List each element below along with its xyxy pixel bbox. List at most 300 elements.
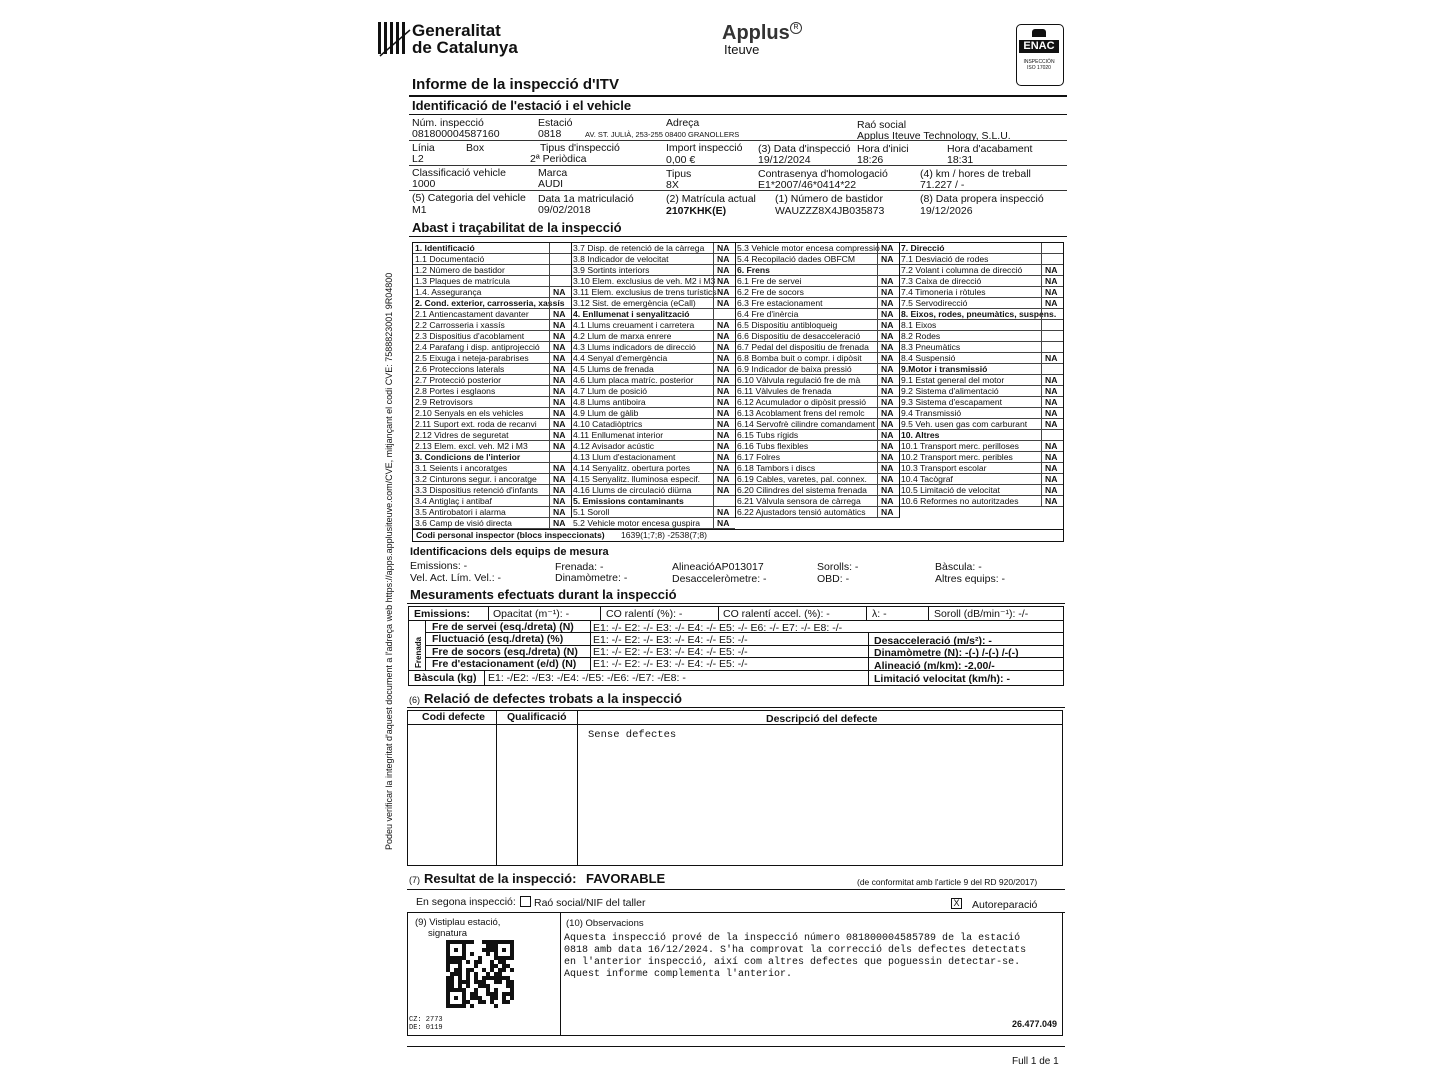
abast-item-label: 1.4. Assegurança xyxy=(415,287,482,297)
abast-item-status: NA xyxy=(1045,265,1058,275)
ident-section-title: Identificació de l'estació i el vehicle xyxy=(412,98,632,113)
abast-na-sep xyxy=(1041,430,1042,441)
abast-item xyxy=(735,507,899,518)
reference-number: 26.477.049 xyxy=(1012,1019,1058,1029)
abast-item xyxy=(899,408,1063,419)
equip-emissions: Emissions: - xyxy=(410,560,468,572)
abast-item-label: 4.16 Llums de circulació diürna xyxy=(573,485,692,495)
abast-item-status: NA xyxy=(881,452,894,462)
abast-na-sep xyxy=(877,485,878,496)
crown-icon xyxy=(1032,29,1046,37)
abast-item xyxy=(735,441,899,452)
abast-na-sep xyxy=(713,386,714,397)
rao-social-value: Applus Iteuve Technology, S.L.U. xyxy=(857,130,1011,142)
abast-item-label: 2.9 Retrovisors xyxy=(415,397,473,407)
abast-item-label: 4.6 Llum placa matríc. posterior xyxy=(573,375,694,385)
abast-na-sep xyxy=(877,507,878,518)
abast-item xyxy=(735,419,899,430)
abast-na-sep xyxy=(713,364,714,375)
abast-rule xyxy=(409,236,1067,237)
abast-na-sep xyxy=(549,265,550,276)
abast-item-label: 4.1 Llums creuament i carretera xyxy=(573,320,695,330)
km-label: (4) km / hores de treball xyxy=(920,168,1031,180)
marca-value: AUDI xyxy=(538,178,564,190)
abast-item-status: NA xyxy=(553,375,566,385)
abast-item xyxy=(413,408,571,419)
enac-note: INSPECCIÓN ISO 17020 xyxy=(1023,59,1055,71)
abast-na-sep xyxy=(549,320,550,331)
abast-na-sep xyxy=(1041,474,1042,485)
abast-na-sep xyxy=(1041,265,1042,276)
abast-item xyxy=(413,397,571,408)
abast-item-label: 10.1 Transport merc. perilloses xyxy=(901,441,1019,451)
title-rule xyxy=(409,95,1067,97)
abast-item-status: NA xyxy=(881,320,894,330)
abast-item xyxy=(899,463,1063,474)
abast-item-status: NA xyxy=(553,408,566,418)
data-inspeccio-label: (3) Data d'inspecció xyxy=(758,143,851,155)
categoria-value: M1 xyxy=(412,204,427,216)
abast-item xyxy=(413,298,571,309)
abast-item-label: 6.20 Cilindres del sistema frenada xyxy=(737,485,867,495)
abast-na-sep xyxy=(713,243,714,254)
abast-item xyxy=(899,441,1063,452)
abast-item-status: NA xyxy=(553,518,566,528)
abast-item-label: 10.5 Limitació de velocitat xyxy=(901,485,1000,495)
abast-item-label: 10.6 Reformes no autoritzades xyxy=(901,496,1019,506)
abast-na-sep xyxy=(1041,452,1042,463)
abast-item-label: 6.14 Servofrè cilindre comandament xyxy=(737,419,876,429)
abast-item-label: 6.1 Fre de servei xyxy=(737,276,802,286)
abast-item-status: NA xyxy=(717,320,730,330)
import-label: Import inspecció xyxy=(666,142,743,154)
generalitat-logo xyxy=(376,20,412,56)
abast-na-sep xyxy=(549,276,550,287)
mes-soroll: Soroll (dB/min⁻¹): -/- xyxy=(934,608,1029,620)
mesuraments-section-title: Mesuraments efectuats durant la inspecció xyxy=(410,587,677,602)
abast-item-label: 6.22 Ajustadors tensió automàtics xyxy=(737,507,866,517)
abast-na-sep xyxy=(1041,276,1042,287)
abast-item-status: NA xyxy=(717,452,730,462)
verification-note: Podeu verificar la integritat d'aquest document a l'adreça web https://apps.applusiteuve.com/CVE, mitjançant el codi CVE: 7588823001 9R04800 xyxy=(384,272,394,850)
abast-item-label: 9.Motor i transmissió xyxy=(901,364,988,374)
mes-sep xyxy=(866,606,867,620)
abast-na-sep xyxy=(877,243,878,254)
abast-item xyxy=(571,397,735,408)
abast-item-status: NA xyxy=(881,364,894,374)
abast-na-sep xyxy=(713,430,714,441)
contrasenya-value: E1*2007/46*0414*22 xyxy=(758,179,857,191)
observacions-line4: Aquest informe complementa l'anterior. xyxy=(564,969,793,980)
abast-na-sep xyxy=(549,364,550,375)
abast-na-sep xyxy=(713,320,714,331)
abast-item xyxy=(413,276,571,287)
abast-na-sep xyxy=(1041,342,1042,353)
mes-sep xyxy=(928,606,929,620)
abast-item xyxy=(571,309,735,320)
abast-item xyxy=(735,298,899,309)
matricula-value: 2107KHK(E) xyxy=(666,205,727,217)
abast-item-label: 3.11 Elem. exclusius de trens turístics xyxy=(573,287,717,297)
abast-item-label: 4.2 Llum de marxa enrere xyxy=(573,331,672,341)
abast-item xyxy=(571,364,735,375)
mes-sep xyxy=(484,670,485,686)
abast-na-sep xyxy=(877,265,878,276)
abast-item xyxy=(571,463,735,474)
abast-item-label: 7.1 Desviació de rodes xyxy=(901,254,989,264)
abast-item xyxy=(735,265,899,276)
abast-item-status: NA xyxy=(881,474,894,484)
abast-item-status: NA xyxy=(881,441,894,451)
abast-na-sep xyxy=(1041,298,1042,309)
abast-item xyxy=(735,342,899,353)
resultat-rule xyxy=(407,889,1065,890)
autoreparacio-checkbox[interactable]: X xyxy=(951,898,962,909)
abast-item xyxy=(571,496,735,507)
abast-na-sep xyxy=(877,397,878,408)
abast-na-sep xyxy=(549,375,550,386)
abast-item-label: 4.13 Llum d'estacionament xyxy=(573,452,676,462)
abast-item-label: 8.1 Eixos xyxy=(901,320,937,330)
abast-item xyxy=(571,243,735,254)
abast-item-status: NA xyxy=(553,507,566,517)
abast-item-label: 3.1 Seients i ancoratges xyxy=(415,463,508,473)
abast-item-status: NA xyxy=(881,496,894,506)
col-sep xyxy=(571,243,572,518)
abast-item xyxy=(899,276,1063,287)
abast-na-sep xyxy=(549,452,550,463)
mes-co-ralenti: CO ralentí (%): - xyxy=(606,608,683,620)
abast-item-label: 2.8 Portes i esglaons xyxy=(415,386,496,396)
abast-item-label: 6.9 Indicador de baixa pressió xyxy=(737,364,852,374)
abast-item xyxy=(413,375,571,386)
resultat-note: (de conformitat amb l'article 9 del RD 920/2017) xyxy=(857,877,1038,887)
abast-na-sep xyxy=(549,419,550,430)
abast-item-status: NA xyxy=(553,320,566,330)
abast-item-status: NA xyxy=(717,353,730,363)
abast-item-status: NA xyxy=(717,287,730,297)
abast-item-status: NA xyxy=(1045,276,1058,286)
abast-item-label: 2.3 Dispositius d'acoblament xyxy=(415,331,525,341)
abast-item-status: NA xyxy=(553,496,566,506)
abast-na-sep xyxy=(713,375,714,386)
abast-item xyxy=(899,485,1063,496)
abast-item-label: 1. Identificació xyxy=(415,243,475,253)
abast-item xyxy=(571,375,735,386)
abast-item xyxy=(899,265,1063,276)
abast-item-label: 9.2 Sistema d'alimentació xyxy=(901,386,999,396)
abast-item xyxy=(413,287,571,298)
def-sep xyxy=(496,710,497,866)
abast-item-label: 5.2 Vehicle motor encesa guspira xyxy=(573,518,701,528)
abast-item-label: 5.4 Recopilació dades OBFCM xyxy=(737,254,855,264)
abast-na-sep xyxy=(713,518,714,529)
abast-na-sep xyxy=(549,342,550,353)
equip-obd: OBD: - xyxy=(817,573,850,585)
rao-taller-checkbox[interactable] xyxy=(520,896,531,907)
abast-item xyxy=(413,518,571,529)
enac-logo xyxy=(1016,24,1064,86)
observacions-line1: Aquesta inspecció prové de la inspecció número 081800004585789 de la estació xyxy=(564,933,1021,944)
abast-item-label: 2.5 Eixuga i neteja-parabrises xyxy=(415,353,529,363)
defectes-table xyxy=(407,710,1063,866)
abast-na-sep xyxy=(1041,353,1042,364)
abast-item xyxy=(899,342,1063,353)
resultat-label: Resultat de la inspecció: xyxy=(424,871,577,886)
desacceleracio: Desacceleració (m/s²): - xyxy=(874,635,992,647)
abast-item-label: 6.3 Fre estacionament xyxy=(737,298,823,308)
abast-item xyxy=(413,419,571,430)
abast-item xyxy=(899,287,1063,298)
abast-item-status: NA xyxy=(717,430,730,440)
abast-item xyxy=(571,485,735,496)
abast-item-label: 3.5 Antirobatori i alarma xyxy=(415,507,506,517)
abast-na-sep xyxy=(713,496,714,507)
abast-na-sep xyxy=(713,331,714,342)
abast-item-status: NA xyxy=(881,331,894,341)
abast-item-status: NA xyxy=(717,298,730,308)
propera-inspeccio-label: (8) Data propera inspecció xyxy=(920,193,1044,205)
abast-na-sep xyxy=(1041,320,1042,331)
registered-icon: R xyxy=(790,22,802,34)
abast-na-sep xyxy=(877,496,878,507)
abast-item xyxy=(571,265,735,276)
abast-na-sep xyxy=(877,375,878,386)
abast-item-status: NA xyxy=(881,375,894,385)
abast-na-sep xyxy=(549,430,550,441)
dinamometre: Dinamòmetre (N): -(-) /-(-) /-(-) xyxy=(874,647,1019,659)
categoria-label: (5) Categoria del vehicle xyxy=(412,192,526,204)
abast-item-status: NA xyxy=(717,276,730,286)
abast-item-label: 7.5 Servodirecció xyxy=(901,298,968,308)
abast-na-sep xyxy=(713,408,714,419)
abast-item-status: NA xyxy=(881,386,894,396)
page-title: Informe de la inspecció d'ITV xyxy=(412,76,619,93)
alineacio: Alineació (m/km): -2,00/- xyxy=(874,660,995,672)
col-codi-defecte: Codi defecte xyxy=(422,711,486,723)
abast-item xyxy=(413,309,571,320)
import-value: 0,00 € xyxy=(666,154,696,166)
abast-item-label: 8.2 Rodes xyxy=(901,331,941,341)
mes-lambda: λ: - xyxy=(872,608,887,620)
abast-na-sep xyxy=(877,386,878,397)
autoreparacio-label: Autoreparació xyxy=(972,899,1038,911)
abast-item-status: NA xyxy=(1045,397,1058,407)
qr-code-icon xyxy=(446,940,514,1008)
abast-na-sep xyxy=(713,265,714,276)
abast-na-sep xyxy=(1041,243,1042,254)
abast-item-status: NA xyxy=(881,397,894,407)
abast-item xyxy=(735,408,899,419)
col-qualificacio: Qualificació xyxy=(507,711,567,723)
abast-na-sep xyxy=(549,331,550,342)
abast-item xyxy=(899,474,1063,485)
abast-na-sep xyxy=(713,507,714,518)
abast-item-label: 1.2 Número de bastidor xyxy=(415,265,505,275)
abast-item xyxy=(735,276,899,287)
abast-na-sep xyxy=(1041,397,1042,408)
abast-item-label: 6.19 Cables, varetes, pal. connex. xyxy=(737,474,867,484)
abast-item xyxy=(735,452,899,463)
abast-item-label: 2.2 Carrosseria i xassís xyxy=(415,320,505,330)
abast-item-status: NA xyxy=(553,397,566,407)
abast-item xyxy=(413,353,571,364)
abast-na-sep xyxy=(1041,254,1042,265)
abast-item-status: NA xyxy=(717,408,730,418)
abast-item-label: 6.5 Dispositiu antibloqueig xyxy=(737,320,838,330)
abast-na-sep xyxy=(877,320,878,331)
abast-item xyxy=(735,243,899,254)
abast-item-status: NA xyxy=(717,364,730,374)
generalitat-name-line2: de Catalunya xyxy=(412,38,518,57)
matriculacio-value: 09/02/2018 xyxy=(538,204,591,216)
estacio-value: 0818 xyxy=(538,128,562,140)
abast-item xyxy=(735,463,899,474)
abast-na-sep xyxy=(1041,309,1042,320)
abast-item-label: 5. Emissions contaminants xyxy=(573,496,684,506)
col-descripcio: Descripció del defecte xyxy=(766,713,878,725)
marca-label: Marca xyxy=(538,167,568,179)
abast-row-sep xyxy=(735,517,899,518)
matriculacio-label: Data 1a matriculació xyxy=(538,193,634,205)
abast-item-label: 5.3 Vehicle motor encesa compressió xyxy=(737,243,880,253)
abast-item xyxy=(899,309,1063,320)
abast-item xyxy=(735,386,899,397)
abast-na-sep xyxy=(877,430,878,441)
abast-na-sep xyxy=(713,342,714,353)
abast-item-status: NA xyxy=(881,507,894,517)
abast-na-sep xyxy=(1041,485,1042,496)
abast-item xyxy=(571,386,735,397)
abast-na-sep xyxy=(877,254,878,265)
abast-na-sep xyxy=(877,408,878,419)
abast-item-status: NA xyxy=(881,430,894,440)
abast-na-sep xyxy=(713,474,714,485)
vistiplau-label-1: (9) Vistiplau estació, xyxy=(415,917,501,928)
frenada-vertical-label: Frenada xyxy=(414,636,423,668)
bascula-value: E1: -/E2: -/E3: -/E4: -/E5: -/E6: -/E7: -/E8: - xyxy=(488,672,686,684)
mes-emissions-label: Emissions: xyxy=(414,608,471,620)
abast-na-sep xyxy=(713,287,714,298)
abast-item-status: NA xyxy=(881,243,894,253)
abast-item-label: 4.11 Enllumenat interior xyxy=(573,430,664,440)
abast-na-sep xyxy=(549,474,550,485)
abast-na-sep xyxy=(713,298,714,309)
abast-na-sep xyxy=(713,397,714,408)
abast-na-sep xyxy=(1041,496,1042,507)
abast-item-label: 6.21 Vàlvula sensora de càrrega xyxy=(737,496,861,506)
fre-servei-value: E1: -/- E2: -/- E3: -/- E4: -/- E5: -/- E6: -/- E7: -/- E8: -/- xyxy=(593,622,843,634)
abast-na-sep xyxy=(877,342,878,353)
abast-item-status: NA xyxy=(717,254,730,264)
abast-item-label: 10.4 Tacògraf xyxy=(901,474,953,484)
abast-item-status: NA xyxy=(1045,287,1058,297)
observacions-line2: 0818 amb data 16/12/2024. S'ha comprovat la correcció dels defectes detectats xyxy=(564,945,1027,956)
abast-na-sep xyxy=(1041,331,1042,342)
abast-item-status: NA xyxy=(717,331,730,341)
abast-item xyxy=(571,298,735,309)
abast-item xyxy=(899,320,1063,331)
abast-item-label: 6.12 Acumulador o dipòsit pressió xyxy=(737,397,866,407)
abast-item-status: NA xyxy=(717,474,730,484)
hora-acabament-label: Hora d'acabament xyxy=(947,143,1033,155)
abast-item-status: NA xyxy=(717,397,730,407)
classificacio-value: 1000 xyxy=(412,178,436,190)
abast-item-status: NA xyxy=(881,353,894,363)
abast-item-label: 9.4 Transmissió xyxy=(901,408,962,418)
abast-item-label: 2.11 Suport ext. roda de recanvi xyxy=(415,419,537,429)
abast-item-label: 6. Frens xyxy=(737,265,770,275)
mes-sep xyxy=(868,632,869,686)
abast-section-title: Abast i traçabilitat de la inspecció xyxy=(412,220,622,235)
equip-vel-act: Vel. Act. Lím. Vel.: - xyxy=(410,572,502,584)
fre-estacionament-value: E1: -/- E2: -/- E3: -/- E4: -/- E5: -/- xyxy=(593,658,748,670)
abast-na-sep xyxy=(549,243,550,254)
abast-item xyxy=(735,287,899,298)
abast-item-status: NA xyxy=(881,254,894,264)
data-inspeccio-value: 19/12/2024 xyxy=(758,154,811,166)
abast-item-status: NA xyxy=(717,441,730,451)
abast-item-label: 6.11 Vàlvules de frenada xyxy=(737,386,832,396)
abast-item-label: 10.2 Transport merc. peribles xyxy=(901,452,1013,462)
abast-item xyxy=(413,320,571,331)
def-head-sep xyxy=(407,724,1063,725)
abast-item-label: 7.2 Volant i columna de direcció xyxy=(901,265,1023,275)
abast-item-label: 4.10 Catadiòptrics xyxy=(573,419,643,429)
abast-item-status: NA xyxy=(1045,463,1058,473)
fre-socors-label: Fre de socors (esq./dreta) (N) xyxy=(432,646,578,658)
abast-item-label: 3.12 Sist. de emergència (eCall) xyxy=(573,298,696,308)
abast-item-label: 3.7 Disp. de retenció de la càrrega xyxy=(573,243,705,253)
abast-item xyxy=(735,364,899,375)
generalitat-stripes-icon xyxy=(376,20,412,58)
de-code: DE: 0119 xyxy=(409,1024,443,1032)
equip-frenada: Frenada: - xyxy=(555,561,604,573)
abast-item xyxy=(413,463,571,474)
abast-item xyxy=(899,353,1063,364)
abast-item xyxy=(413,265,571,276)
fluctuacio-label: Fluctuació (esq./dreta) (%) xyxy=(432,633,564,645)
defectes-content: Sense defectes xyxy=(588,729,677,741)
mes-sep xyxy=(718,606,719,620)
abast-item xyxy=(735,397,899,408)
abast-item-label: 7. Direcció xyxy=(901,243,945,253)
equip-sorolls: Sorolls: - xyxy=(817,561,859,573)
abast-item-label: 4.3 Llums indicadors de direcció xyxy=(573,342,696,352)
abast-item-label: 3.9 Sortints interiors xyxy=(573,265,650,275)
rao-social-label: Raó social xyxy=(857,119,907,131)
limitacio-velocitat: Limitació velocitat (km/h): - xyxy=(874,673,1010,685)
abast-item-status: NA xyxy=(881,287,894,297)
tipus-inspeccio-label: Tipus d'inspecció xyxy=(540,142,620,154)
abast-item-label: 6.10 Vàlvula regulació fre de mà xyxy=(737,375,861,385)
abast-item xyxy=(571,430,735,441)
abast-item-label: 2.13 Elem. excl. veh. M2 i M3 xyxy=(415,441,528,451)
abast-item-label: 7.4 Timoneria i ròtules xyxy=(901,287,986,297)
abast-na-sep xyxy=(549,507,550,518)
abast-item-status: NA xyxy=(717,463,730,473)
abast-item xyxy=(899,496,1063,507)
propera-inspeccio-value: 19/12/2026 xyxy=(920,205,973,217)
abast-na-sep xyxy=(1041,419,1042,430)
abast-item-status: NA xyxy=(1045,485,1058,495)
abast-item-label: 1.3 Plaques de matrícula xyxy=(415,276,511,286)
equip-desaccelerometre: Desacceleròmetre: - xyxy=(672,573,767,585)
defectes-section-num: (6) xyxy=(409,695,420,705)
abast-item xyxy=(571,276,735,287)
abast-item-label: 8.4 Suspensió xyxy=(901,353,956,363)
contrasenya-label: Contrasenya d'homologació xyxy=(758,168,888,180)
